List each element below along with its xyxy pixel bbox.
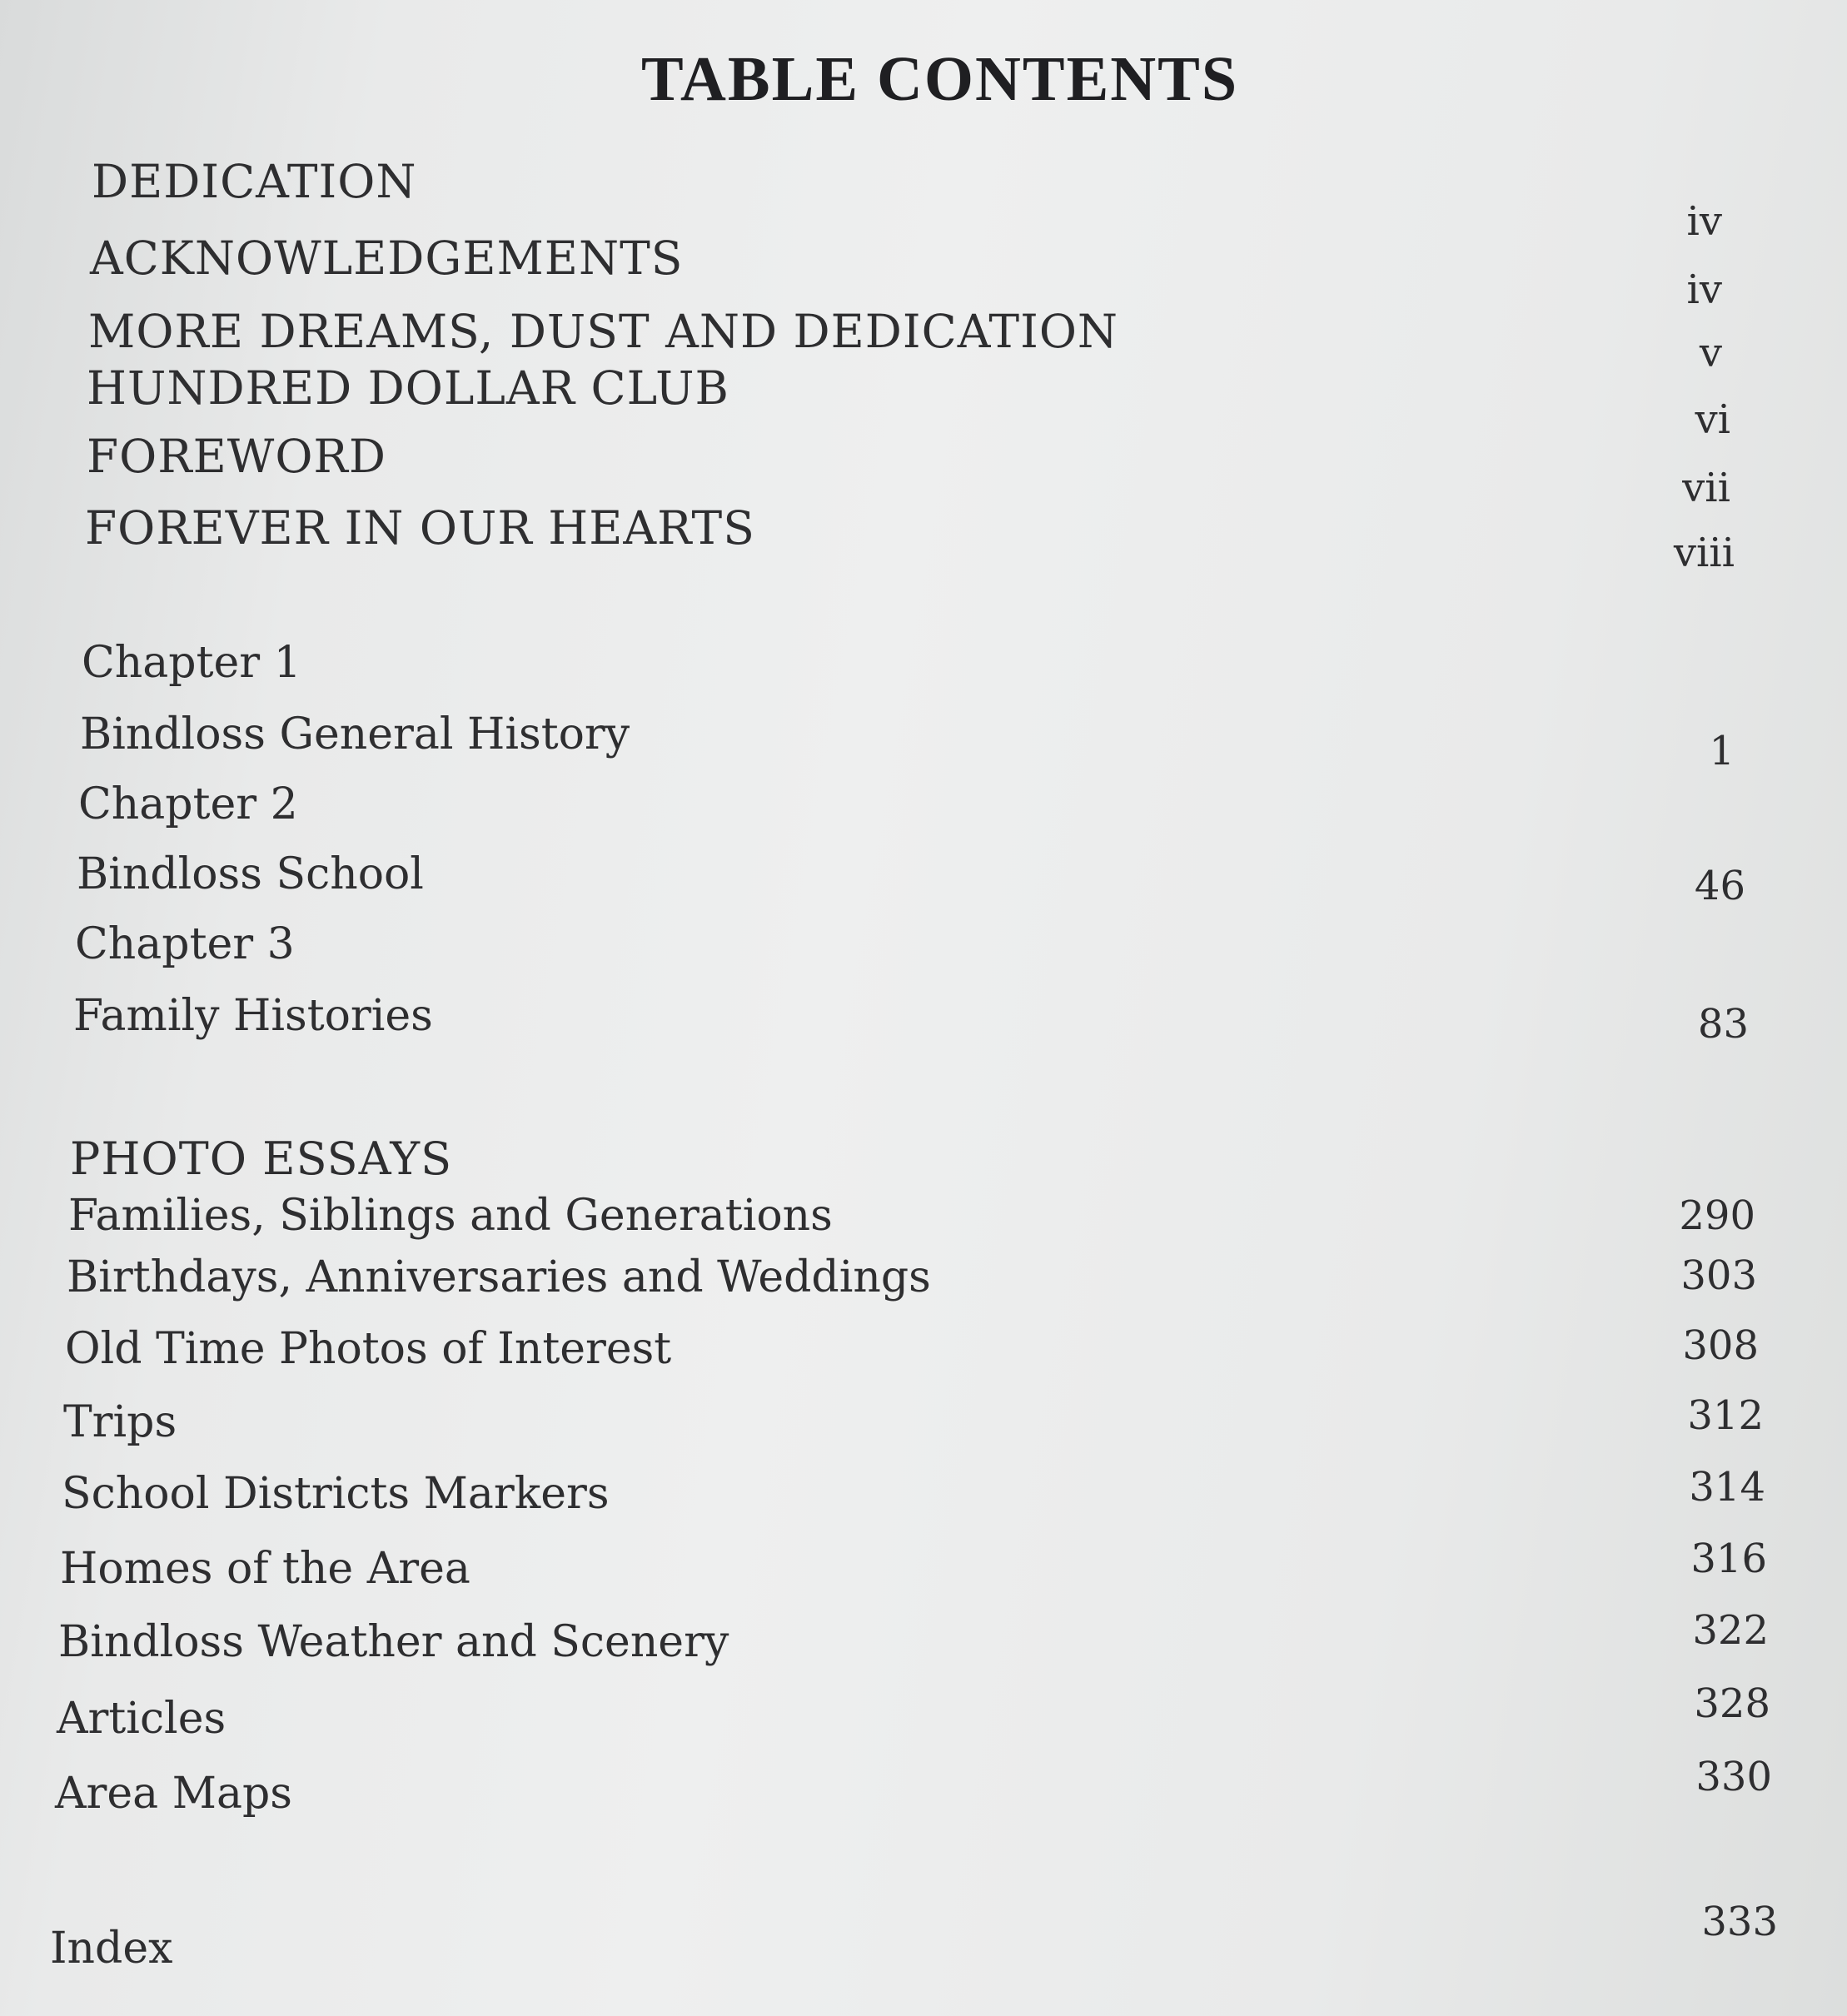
toc-page-number: 308: [1682, 1322, 1759, 1369]
toc-page-number: 322: [1692, 1607, 1769, 1654]
toc-entry-hundred-dollar-club: HUNDRED DOLLAR CLUB: [87, 361, 729, 415]
section-heading-photo-essays: PHOTO ESSAYS: [70, 1132, 453, 1185]
toc-entry-acknowledgements: ACKNOWLEDGEMENTS: [90, 231, 684, 285]
toc-entry-foreword: FOREWORD: [87, 430, 386, 483]
toc-chapter-label: Chapter 1: [82, 638, 301, 688]
toc-page-number: 312: [1687, 1392, 1764, 1439]
toc-page-number: vii: [1682, 465, 1730, 511]
toc-entry-photo-essay: Old Time Photos of Interest: [65, 1324, 672, 1374]
toc-page-number: iv: [1686, 198, 1722, 245]
toc-page-number: 333: [1701, 1899, 1778, 1945]
toc-entry-photo-essay: Homes of the Area: [60, 1544, 470, 1594]
toc-entry-general-history: Bindloss General History: [80, 709, 630, 759]
toc-page-number: 83: [1697, 1001, 1749, 1048]
toc-page-number: 46: [1694, 863, 1745, 909]
toc-entry-photo-essay: Birthdays, Anniversaries and Weddings: [67, 1252, 931, 1302]
toc-entry-index: Index: [50, 1924, 173, 1974]
toc-chapter-label: Chapter 2: [78, 779, 298, 829]
toc-page-number: 314: [1689, 1464, 1765, 1511]
toc-entry-photo-essay: School Districts Markers: [62, 1469, 610, 1519]
toc-entry-dedication: DEDICATION: [92, 155, 417, 208]
toc-page-number: 316: [1690, 1536, 1767, 1582]
toc-page-number: 328: [1694, 1680, 1770, 1727]
toc-page-number: 303: [1680, 1252, 1757, 1299]
toc-entry-photo-essay: Trips: [63, 1397, 177, 1447]
toc-entry-more-dreams: MORE DREAMS, DUST AND DEDICATION: [88, 305, 1119, 358]
toc-entry-photo-essay: Area Maps: [55, 1769, 292, 1819]
toc-entry-photo-essay: Bindloss Weather and Scenery: [58, 1617, 729, 1667]
page-title: TABLE CONTENTS: [641, 44, 1239, 114]
toc-page-number: viii: [1673, 530, 1735, 576]
toc-page-number: vi: [1695, 396, 1730, 443]
toc-page-number: 290: [1679, 1192, 1755, 1239]
toc-page-number: iv: [1686, 266, 1722, 313]
toc-page-number: 330: [1695, 1754, 1772, 1800]
toc-entry-bindloss-school: Bindloss School: [77, 849, 424, 899]
toc-page-number: v: [1699, 330, 1722, 376]
toc-chapter-label: Chapter 3: [75, 919, 295, 969]
toc-entry-forever-in-our-hearts: FOREVER IN OUR HEARTS: [85, 501, 755, 555]
toc-entry-family-histories: Family Histories: [73, 991, 433, 1041]
toc-entry-photo-essay: Articles: [57, 1694, 227, 1744]
toc-entry-photo-essay: Families, Siblings and Generations: [68, 1191, 833, 1241]
toc-page-number: 1: [1709, 728, 1735, 774]
